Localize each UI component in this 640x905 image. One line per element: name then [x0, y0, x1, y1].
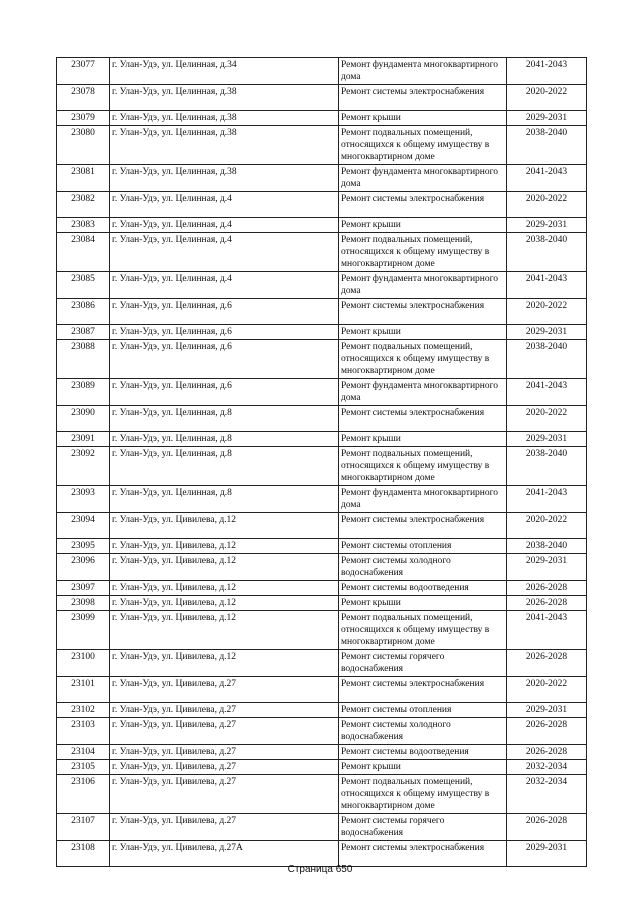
cell-work-type: Ремонт крыши — [339, 760, 507, 775]
cell-address: г. Улан-Удэ, ул. Цивилева, д.27А — [110, 841, 339, 867]
table-row — [57, 233, 587, 272]
table-row — [57, 554, 587, 581]
table-row — [57, 85, 587, 111]
cell-address: г. Улан-Удэ, ул. Цивилева, д.12 — [110, 611, 339, 650]
cell-work-type: Ремонт фундамента многоквартирного дома — [339, 165, 507, 192]
cell-work-type: Ремонт подвальных помещений, относящихся к общему имуществу в многоквартирном доме — [339, 340, 507, 379]
table-row — [57, 192, 587, 218]
table-row — [57, 340, 587, 379]
table-row — [57, 513, 587, 539]
cell-period: 2026-2028 — [507, 745, 587, 760]
cell-work-type: Ремонт подвальных помещений, относящихся к общему имуществу в многоквартирном доме — [339, 447, 507, 486]
cell-work-type: Ремонт подвальных помещений, относящихся к общему имуществу в многоквартирном доме — [339, 126, 507, 165]
cell-period: 2020-2022 — [507, 406, 587, 432]
cell-period: 2029-2031 — [507, 432, 587, 447]
cell-work-type: Ремонт фундамента многоквартирного дома — [339, 486, 507, 513]
cell-period: 2026-2028 — [507, 650, 587, 677]
table-row — [57, 218, 587, 233]
cell-work-type: Ремонт системы электроснабжения — [339, 192, 507, 218]
cell-period: 2038-2040 — [507, 447, 587, 486]
page-number: Страница 650 — [287, 864, 353, 875]
cell-address: г. Улан-Удэ, ул. Цивилева, д.27 — [110, 775, 339, 814]
table-row — [57, 486, 587, 513]
cell-number: 23106 — [57, 775, 110, 814]
cell-address: г. Улан-Удэ, ул. Целинная, д.8 — [110, 447, 339, 486]
cell-period: 2041-2043 — [507, 165, 587, 192]
cell-number: 23084 — [57, 233, 110, 272]
cell-work-type: Ремонт крыши — [339, 596, 507, 611]
cell-period: 2020-2022 — [507, 677, 587, 703]
cell-number: 23082 — [57, 192, 110, 218]
cell-address: г. Улан-Удэ, ул. Цивилева, д.27 — [110, 814, 339, 841]
cell-number: 23077 — [57, 58, 110, 85]
cell-address: г. Улан-Удэ, ул. Целинная, д.38 — [110, 85, 339, 111]
cell-number: 23086 — [57, 299, 110, 325]
cell-work-type: Ремонт системы холодного водоснабжения — [339, 718, 507, 745]
cell-work-type: Ремонт крыши — [339, 432, 507, 447]
cell-period: 2020-2022 — [507, 192, 587, 218]
cell-number: 23090 — [57, 406, 110, 432]
cell-number: 23088 — [57, 340, 110, 379]
cell-number: 23097 — [57, 581, 110, 596]
cell-address: г. Улан-Удэ, ул. Цивилева, д.12 — [110, 539, 339, 554]
cell-address: г. Улан-Удэ, ул. Целинная, д.38 — [110, 111, 339, 126]
cell-period: 2026-2028 — [507, 718, 587, 745]
cell-address: г. Улан-Удэ, ул. Цивилева, д.12 — [110, 581, 339, 596]
cell-number: 23081 — [57, 165, 110, 192]
table-row — [57, 406, 587, 432]
cell-work-type: Ремонт системы водоотведения — [339, 581, 507, 596]
table-row — [57, 432, 587, 447]
cell-work-type: Ремонт системы электроснабжения — [339, 513, 507, 539]
cell-number: 23100 — [57, 650, 110, 677]
cell-work-type: Ремонт крыши — [339, 218, 507, 233]
table-row — [57, 596, 587, 611]
table-row — [57, 611, 587, 650]
cell-work-type: Ремонт системы электроснабжения — [339, 299, 507, 325]
cell-work-type: Ремонт системы водоотведения — [339, 745, 507, 760]
cell-number: 23083 — [57, 218, 110, 233]
table-row — [57, 841, 587, 867]
cell-address: г. Улан-Удэ, ул. Целинная, д.4 — [110, 233, 339, 272]
cell-address: г. Улан-Удэ, ул. Целинная, д.4 — [110, 218, 339, 233]
cell-work-type: Ремонт системы электроснабжения — [339, 677, 507, 703]
table-row — [57, 745, 587, 760]
cell-number: 23080 — [57, 126, 110, 165]
cell-address: г. Улан-Удэ, ул. Цивилева, д.27 — [110, 760, 339, 775]
cell-work-type: Ремонт подвальных помещений, относящихся к общему имуществу в многоквартирном доме — [339, 775, 507, 814]
cell-period: 2029-2031 — [507, 111, 587, 126]
cell-period: 2038-2040 — [507, 233, 587, 272]
repair-schedule-table — [56, 57, 587, 867]
cell-period: 2029-2031 — [507, 325, 587, 340]
cell-address: г. Улан-Удэ, ул. Цивилева, д.27 — [110, 703, 339, 718]
cell-address: г. Улан-Удэ, ул. Целинная, д.8 — [110, 432, 339, 447]
cell-address: г. Улан-Удэ, ул. Целинная, д.34 — [110, 58, 339, 85]
table-row — [57, 718, 587, 745]
cell-number: 23102 — [57, 703, 110, 718]
cell-number: 23087 — [57, 325, 110, 340]
cell-period: 2029-2031 — [507, 218, 587, 233]
cell-address: г. Улан-Удэ, ул. Целинная, д.38 — [110, 126, 339, 165]
cell-work-type: Ремонт крыши — [339, 325, 507, 340]
cell-work-type: Ремонт фундамента многоквартирного дома — [339, 272, 507, 299]
table-row — [57, 581, 587, 596]
cell-number: 23096 — [57, 554, 110, 581]
table-row — [57, 760, 587, 775]
cell-number: 23107 — [57, 814, 110, 841]
cell-number: 23085 — [57, 272, 110, 299]
cell-address: г. Улан-Удэ, ул. Целинная, д.4 — [110, 272, 339, 299]
table-row — [57, 677, 587, 703]
cell-work-type: Ремонт системы горячего водоснабжения — [339, 814, 507, 841]
cell-number: 23078 — [57, 85, 110, 111]
cell-number: 23101 — [57, 677, 110, 703]
cell-number: 23093 — [57, 486, 110, 513]
cell-period: 2026-2028 — [507, 814, 587, 841]
cell-work-type: Ремонт подвальных помещений, относящихся к общему имуществу в многоквартирном доме — [339, 611, 507, 650]
cell-number: 23079 — [57, 111, 110, 126]
cell-address: г. Улан-Удэ, ул. Цивилева, д.12 — [110, 650, 339, 677]
cell-number: 23108 — [57, 841, 110, 867]
table-row — [57, 539, 587, 554]
cell-address: г. Улан-Удэ, ул. Целинная, д.8 — [110, 406, 339, 432]
cell-address: г. Улан-Удэ, ул. Цивилева, д.12 — [110, 596, 339, 611]
cell-period: 2032-2034 — [507, 760, 587, 775]
cell-address: г. Улан-Удэ, ул. Целинная, д.6 — [110, 299, 339, 325]
table-row — [57, 814, 587, 841]
cell-period: 2038-2040 — [507, 340, 587, 379]
table-row — [57, 58, 587, 85]
cell-address: г. Улан-Удэ, ул. Целинная, д.4 — [110, 192, 339, 218]
cell-address: г. Улан-Удэ, ул. Цивилева, д.27 — [110, 718, 339, 745]
cell-number: 23099 — [57, 611, 110, 650]
cell-period: 2041-2043 — [507, 379, 587, 406]
cell-number: 23094 — [57, 513, 110, 539]
table-row — [57, 272, 587, 299]
cell-address: г. Улан-Удэ, ул. Целинная, д.6 — [110, 340, 339, 379]
cell-period: 2020-2022 — [507, 299, 587, 325]
cell-work-type: Ремонт системы отопления — [339, 539, 507, 554]
cell-work-type: Ремонт фундамента многоквартирного дома — [339, 58, 507, 85]
cell-period: 2038-2040 — [507, 126, 587, 165]
cell-period: 2020-2022 — [507, 513, 587, 539]
table-row — [57, 775, 587, 814]
cell-number: 23098 — [57, 596, 110, 611]
cell-address: г. Улан-Удэ, ул. Целинная, д.8 — [110, 486, 339, 513]
cell-period: 2029-2031 — [507, 554, 587, 581]
cell-address: г. Улан-Удэ, ул. Цивилева, д.12 — [110, 513, 339, 539]
cell-number: 23091 — [57, 432, 110, 447]
cell-address: г. Улан-Удэ, ул. Цивилева, д.27 — [110, 745, 339, 760]
table-row — [57, 447, 587, 486]
cell-work-type: Ремонт подвальных помещений, относящихся к общему имуществу в многоквартирном доме — [339, 233, 507, 272]
table-row — [57, 703, 587, 718]
cell-period: 2029-2031 — [507, 841, 587, 867]
cell-work-type: Ремонт системы электроснабжения — [339, 841, 507, 867]
cell-period: 2041-2043 — [507, 58, 587, 85]
cell-number: 23089 — [57, 379, 110, 406]
cell-number: 23103 — [57, 718, 110, 745]
cell-work-type: Ремонт системы отопления — [339, 703, 507, 718]
cell-work-type: Ремонт фундамента многоквартирного дома — [339, 379, 507, 406]
cell-number: 23095 — [57, 539, 110, 554]
table-body — [57, 58, 587, 867]
cell-period: 2029-2031 — [507, 703, 587, 718]
table-row — [57, 299, 587, 325]
cell-number: 23092 — [57, 447, 110, 486]
cell-number: 23105 — [57, 760, 110, 775]
cell-address: г. Улан-Удэ, ул. Целинная, д.6 — [110, 379, 339, 406]
cell-period: 2038-2040 — [507, 539, 587, 554]
cell-period: 2020-2022 — [507, 85, 587, 111]
cell-address: г. Улан-Удэ, ул. Цивилева, д.12 — [110, 554, 339, 581]
cell-work-type: Ремонт системы электроснабжения — [339, 85, 507, 111]
table-row — [57, 165, 587, 192]
cell-period: 2041-2043 — [507, 611, 587, 650]
cell-period: 2032-2034 — [507, 775, 587, 814]
cell-number: 23104 — [57, 745, 110, 760]
cell-work-type: Ремонт системы электроснабжения — [339, 406, 507, 432]
cell-address: г. Улан-Удэ, ул. Цивилева, д.27 — [110, 677, 339, 703]
cell-address: г. Улан-Удэ, ул. Целинная, д.38 — [110, 165, 339, 192]
cell-work-type: Ремонт системы холодного водоснабжения — [339, 554, 507, 581]
cell-work-type: Ремонт крыши — [339, 111, 507, 126]
table-row — [57, 379, 587, 406]
table-row — [57, 126, 587, 165]
table-row — [57, 111, 587, 126]
cell-period: 2041-2043 — [507, 486, 587, 513]
cell-period: 2041-2043 — [507, 272, 587, 299]
table-row — [57, 650, 587, 677]
table-row — [57, 325, 587, 340]
cell-address: г. Улан-Удэ, ул. Целинная, д.6 — [110, 325, 339, 340]
cell-period: 2026-2028 — [507, 581, 587, 596]
cell-period: 2026-2028 — [507, 596, 587, 611]
cell-work-type: Ремонт системы горячего водоснабжения — [339, 650, 507, 677]
